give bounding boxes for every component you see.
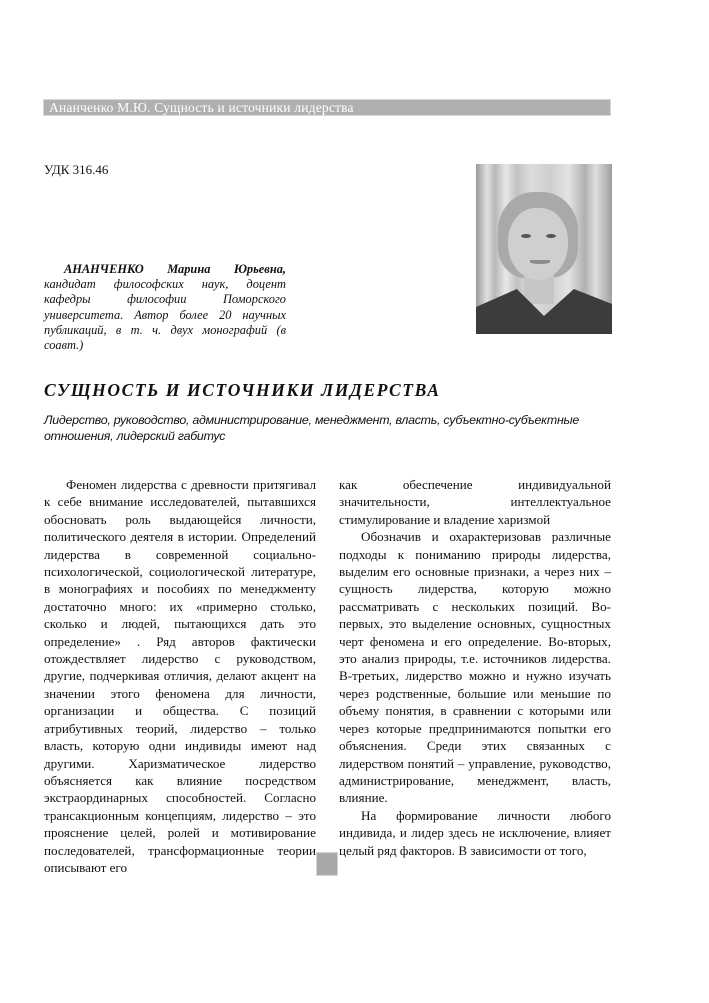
photo-mouth-shape: [530, 260, 550, 264]
article-keywords: Лидерство, руководство, администрирование, менеджмент, власть, субъектно-субъектные отношения, лидерский габитус: [44, 413, 580, 443]
paragraph: На формирование личности любого индивида, и лидер здесь не исключение, влияет целый ряд факторов. В зависимости от того,: [339, 807, 611, 858]
photo-eye-shape: [521, 234, 531, 238]
running-header-text: Ананченко М.Ю. Сущность и источники лидерства: [49, 100, 354, 115]
paragraph: Феномен лидерства с древности притягивал к себе внимание исследователей, пытавшихся обосновать роль выдающейся личности, политического деятеля в истории. Определений лидерства в современной социально-психологической, социологической литературе, в монографиях и пособиях по менеджменту достаточно много: их «примерно столько, сколько и людей, пытающихся дать это определение» . Ряд авторов фактически отождествляет лидерство с руководством, другие, подчеркивая отличия, делают акцент на значении этого феномена для личности, организации и общества. С позиций атрибутивных теорий, лидерство – только власть, которую одни индивиды имеют над другими. Харизматическое лидерство объясняется как влияние посредством экстраординарных способностей. Согласно трансакционным концепциям, лидерство – это прояснение целей, ролей и мотивирование последователей, трансформационные теории описывают его: [44, 477, 316, 875]
photo-face-shape: [508, 208, 568, 280]
author-photo: [476, 164, 612, 334]
udk-code: УДК 316.46: [44, 162, 109, 177]
author-bio: [44, 262, 286, 353]
body-column-right: [339, 476, 611, 859]
photo-eye-shape: [546, 234, 556, 238]
article-title: СУЩНОСТЬ И ИСТОЧНИКИ ЛИДЕРСТВА: [44, 380, 441, 400]
paragraph: как обеспечение индивидуальной значительности, интеллектуальное стимулирование и владение харизмой: [339, 477, 611, 527]
page-number-marker: [316, 852, 338, 876]
running-header: [43, 99, 611, 116]
author-name: АНАНЧЕНКО Марина Юрьевна,: [64, 262, 286, 276]
author-description: кандидат философских наук, доцент кафедры философии Поморского университета. Автор более 20 научных публикаций, в т. ч. двух монографий (в соавт.): [44, 277, 286, 353]
paragraph: Обозначив и охарактеризовав различные подходы к пониманию природы лидерства, выделим его основные признаки, а через них – сущность лидерства, которую можно рассматривать с нескольких позиций. Во-первых, это выделение основных, сущностных черт феномена и его определение. Во-вторых, это анализ природы, т.е. источников лидерства. В-третьих, лидерство можно и нужно изучать через родственные, большие или меньшие по объему понятия, в сравнении с которыми или через которые предпринимаются попытки его объяснения. Среди этих связанных с лидерством понятий – управление, руководство, администрирование, менеджмент, власть, влияние.: [339, 529, 611, 806]
body-column-left: [44, 476, 316, 876]
